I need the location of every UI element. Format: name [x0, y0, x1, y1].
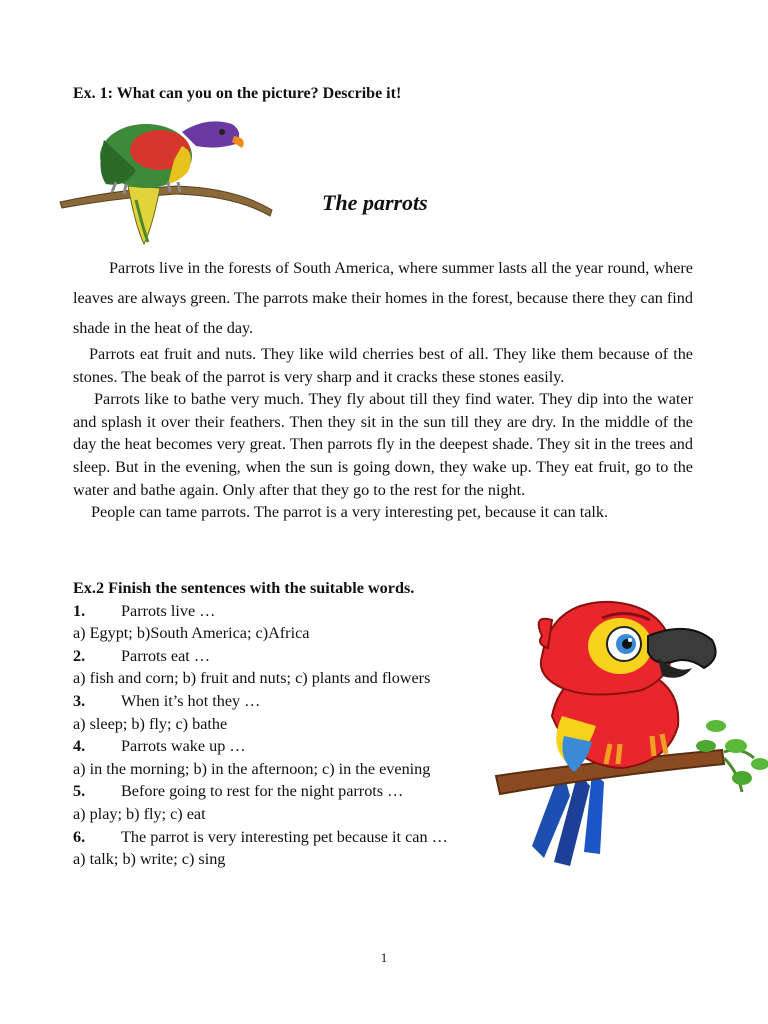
question-prompt: Before going to rest for the night parrots … [121, 782, 404, 801]
question-number: 6. [73, 827, 86, 846]
story-paragraph: Parrots live in the forests of South America, where summer lasts all the year round, where leaves are always green. The parrots make their homes in the forest, because there they can find shade in the heat of the day. [73, 259, 693, 337]
question-prompt: When it’s hot they … [121, 691, 261, 710]
question [73, 826, 503, 849]
question [73, 600, 503, 623]
question-options: a) sleep; b) fly; c) bathe [73, 714, 228, 733]
question-number: 3. [73, 691, 86, 710]
question-number: 4. [73, 737, 86, 756]
exercise1-heading: Ex. 1: What can you on the picture? Describe it! [73, 85, 402, 102]
question-options: a) Egypt; b)South America; c)Africa [73, 624, 310, 643]
question-prompt: The parrot is very interesting pet because it can … [121, 827, 448, 846]
question-prompt: Parrots live … [121, 601, 216, 620]
exercise2-heading: Ex.2 Finish the sentences with the suitable words. [73, 579, 415, 597]
story-title: The parrots [322, 190, 428, 215]
lorikeet-illustration [56, 110, 280, 250]
exercise2 [73, 577, 503, 871]
question [73, 780, 503, 803]
question-prompt: Parrots wake up … [121, 737, 246, 756]
macaw-illustration [492, 596, 768, 868]
question-prompt: Parrots eat … [121, 646, 211, 665]
question-options: a) talk; b) write; c) sing [73, 850, 226, 869]
question-options: a) fish and corn; b) fruit and nuts; c) plants and flowers [73, 669, 431, 688]
question-options: a) play; b) fly; c) eat [73, 804, 206, 823]
question [73, 690, 503, 713]
story-paragraph: Parrots like to bathe very much. They fly about till they find water. They dip into the water and splash it over their feathers. Then they sit in the sun till they are dry. In the middle of the day the heat becomes very great. Then parrots fly in the deepest shade. They sit in the trees and sleep. But in the evening, when the sun is going down, they wake up. They eat fruit, go to the water and bathe again. Only after that they go to the rest for the night. [73, 390, 693, 499]
question [73, 735, 503, 758]
story-paragraph: People can tame parrots. The parrot is a very interesting pet, because it can talk. [91, 503, 609, 522]
story-text [73, 253, 693, 524]
question-number: 5. [73, 782, 86, 801]
story-paragraph: Parrots eat fruit and nuts. They like wild cherries best of all. They like them because of the stones. The beak of the parrot is very sharp and it cracks these stones easily. [73, 345, 693, 386]
question-number: 2. [73, 646, 86, 665]
question-number: 1. [73, 601, 86, 620]
question-options: a) in the morning; b) in the afternoon; c) in the evening [73, 759, 431, 778]
page-number: 1 [380, 950, 388, 965]
question [73, 645, 503, 668]
